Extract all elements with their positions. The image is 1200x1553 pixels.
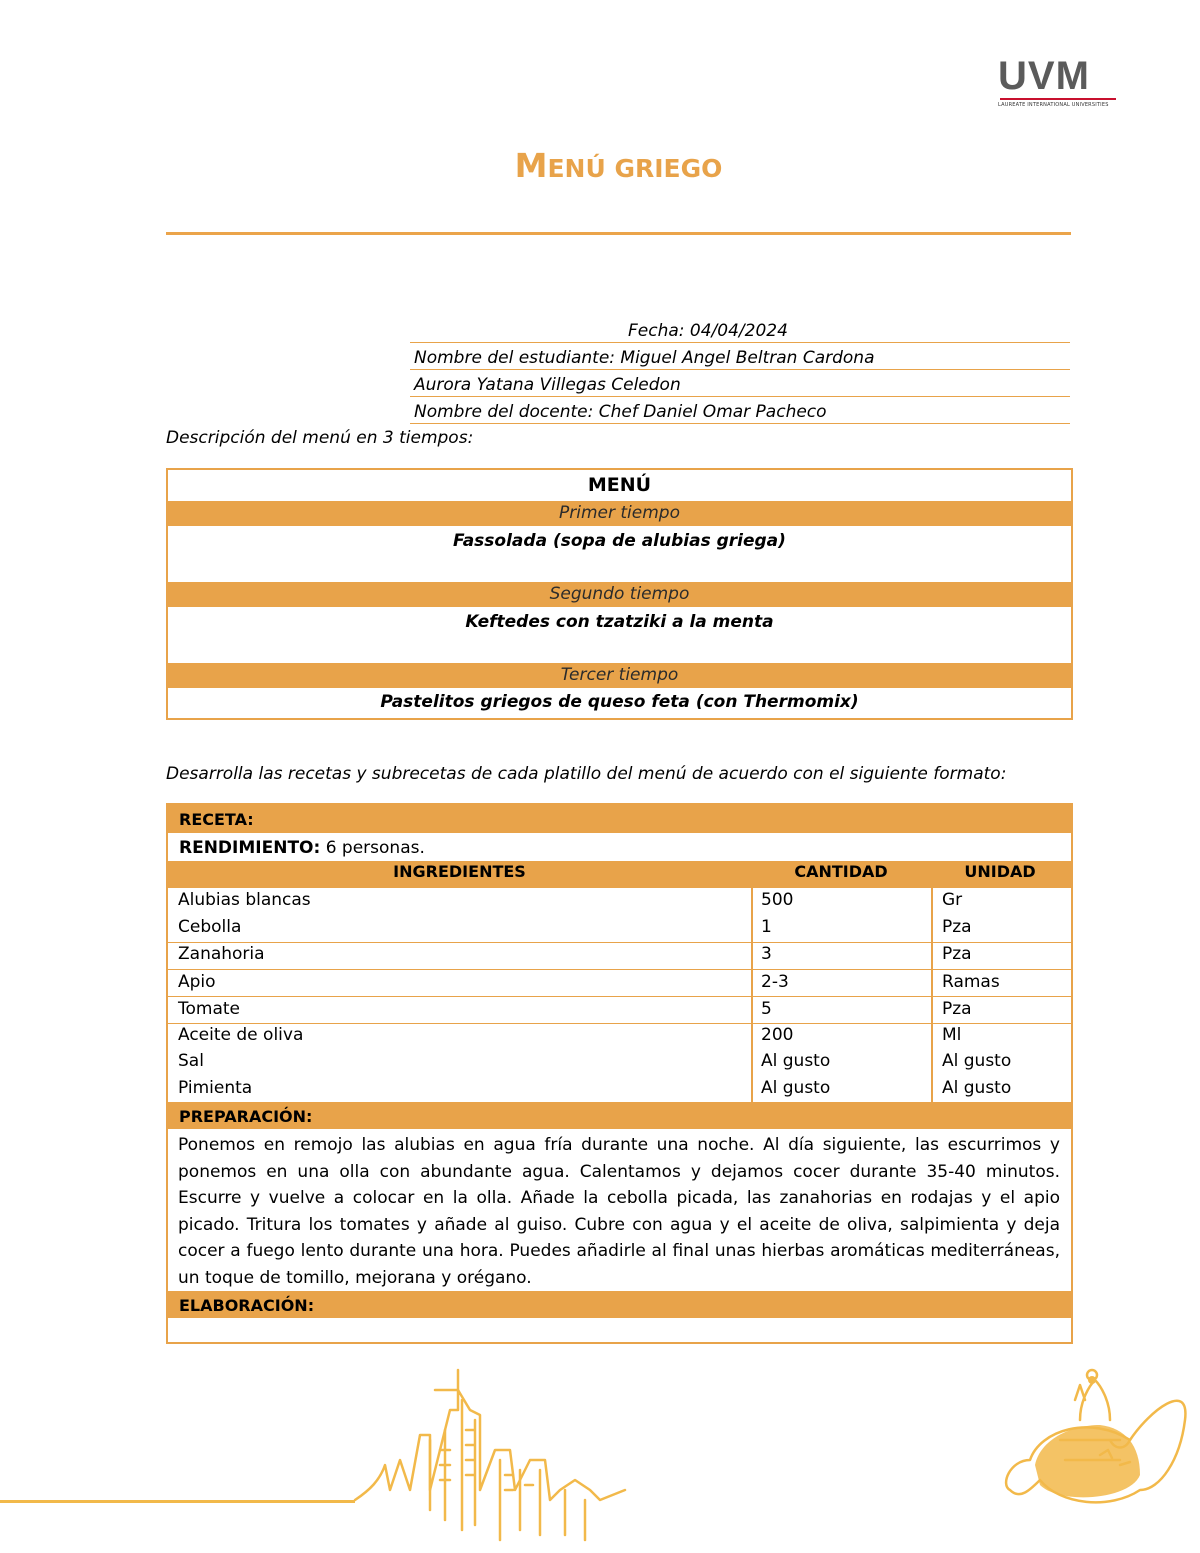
title-rest: ENÚ GRIEGO	[547, 154, 723, 183]
fecha-line	[410, 320, 1070, 343]
ingredient-name: Cebolla	[178, 917, 242, 937]
student2-name: Aurora Yatana Villegas Celedon	[410, 374, 1070, 397]
ingredient-unit: Ramas	[942, 972, 1000, 992]
logo-red-rule	[1000, 98, 1116, 100]
rendimiento-label: RENDIMIENTO:	[179, 838, 321, 858]
column-header-unidad: UNIDAD	[964, 862, 1036, 881]
first-course-dish: Fassolada (sopa de alubias griega)	[453, 531, 786, 551]
row-divider	[168, 942, 1071, 943]
receta-band	[168, 805, 1071, 833]
ingredient-quantity: 1	[761, 917, 772, 937]
city-teapot-illustration	[0, 1340, 1200, 1553]
logo-subtitle: LAUREATE INTERNATIONAL UNIVERSITIES	[998, 102, 1109, 108]
ingredient-unit: Pza	[942, 944, 972, 964]
row-divider	[168, 969, 1071, 970]
student-name: Nombre del estudiante: Miguel Angel Beltran Cardona	[410, 347, 1070, 370]
page-title	[0, 146, 1200, 185]
preparation-text: Ponemos en remojo las alubias en agua fría durante una noche. Al día siguiente, las escurrimos y ponemos en una olla con abundante agua. Calentamos y dejamos cocer durante 35-40 minutos. Escurre y vuelve a colocar en la olla. Añade la cebolla picada, las zanahorias en rodajas y el apio picado. Tritura los tomates y añade al guiso. Cubre con agua y el aceite de oliva, salpimienta y deja cocer a fuego lento durante una hora. Puedes añadirle al final unas hierbas aromáticas mediterráneas, un toque de tomillo, mejorana y orégano.	[178, 1135, 1060, 1288]
teacher-line	[410, 401, 1070, 424]
logo-text: UVM	[998, 54, 1090, 98]
ingredient-unit: Al gusto	[942, 1078, 1012, 1098]
rendimiento	[179, 838, 425, 858]
preparacion-band	[168, 1102, 1071, 1129]
elaboracion-label: ELABORACIÓN:	[179, 1296, 315, 1315]
ingredient-name: Alubias blancas	[178, 890, 311, 910]
ingredient-name: Tomate	[178, 999, 240, 1019]
ingredient-name: Zanahoria	[178, 944, 265, 964]
column-header-cantidad: CANTIDAD	[794, 862, 888, 881]
row-divider	[168, 996, 1071, 997]
ingredient-unit: Ml	[942, 1025, 962, 1045]
ingredient-name: Aceite de oliva	[178, 1025, 304, 1045]
first-course-label: Primer tiempo	[168, 501, 1071, 526]
column-divider	[931, 888, 933, 1102]
receta-label: RECETA:	[179, 810, 254, 829]
elaboracion-band	[168, 1291, 1071, 1318]
ingredient-unit: Al gusto	[942, 1051, 1012, 1071]
ingredient-name: Pimienta	[178, 1078, 253, 1098]
ingredient-quantity: 5	[761, 999, 772, 1019]
ingredient-quantity: Al gusto	[761, 1078, 831, 1098]
ingredient-quantity: 200	[761, 1025, 794, 1045]
title-rule	[166, 232, 1071, 235]
menu-description-label: Descripción del menú en 3 tiempos:	[166, 428, 474, 448]
teacher-name: Nombre del docente: Chef Daniel Omar Pacheco	[410, 401, 1070, 424]
column-header-ingredientes: INGREDIENTES	[393, 862, 526, 881]
fecha: Fecha: 04/04/2024	[410, 320, 1070, 343]
uvm-logo	[998, 56, 1122, 108]
ingredient-name: Apio	[178, 972, 216, 992]
menu-header: MENÚ	[587, 474, 652, 496]
row-divider	[168, 1023, 1071, 1024]
third-course-label: Tercer tiempo	[168, 663, 1071, 688]
recipe-instructions: Desarrolla las recetas y subrecetas de cada platillo del menú de acuerdo con el siguiente formato:	[166, 764, 1007, 784]
ingredient-quantity: Al gusto	[761, 1051, 831, 1071]
column-divider	[751, 888, 753, 1102]
rendimiento-value: 6 personas.	[320, 838, 425, 858]
third-course-dish: Pastelitos griegos de queso feta (con Thermomix)	[380, 692, 859, 712]
ingredient-unit: Gr	[942, 890, 963, 910]
student-line	[410, 347, 1070, 370]
ingredient-name: Sal	[178, 1051, 204, 1071]
title-first-letter: M	[514, 146, 548, 185]
ingredient-unit: Pza	[942, 999, 972, 1019]
ingredient-quantity: 2-3	[761, 972, 789, 992]
menu-table	[166, 468, 1073, 720]
student2-line	[410, 374, 1070, 397]
ingredient-unit: Pza	[942, 917, 972, 937]
preparacion-label: PREPARACIÓN:	[179, 1107, 313, 1126]
ingredient-quantity: 500	[761, 890, 794, 910]
second-course-label: Segundo tiempo	[168, 582, 1071, 607]
ingredient-quantity: 3	[761, 944, 772, 964]
second-course-dish: Keftedes con tzatziki a la menta	[465, 612, 774, 632]
